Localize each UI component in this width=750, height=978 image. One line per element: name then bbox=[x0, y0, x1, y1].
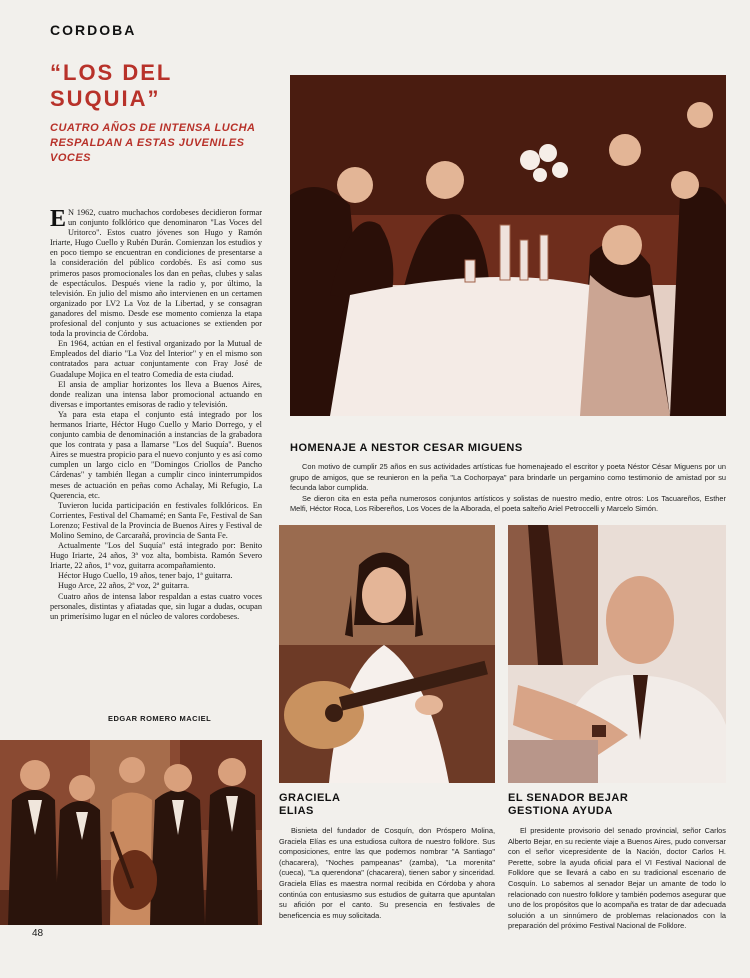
article-headline: “LOS DEL SUQUIA” bbox=[50, 60, 172, 111]
homenaje-paragraph: Se dieron cita en esta peña numerosos conjuntos artísticos y solistas de nuestro medio, entre otros: Los Tacuareños, Esther Melfi, Héctor Roca, Los Ribereños, Los Voces de la Alborada, el poeta salteño Ariel Petroccelli y Marcelo Simón. bbox=[290, 493, 726, 514]
section-label: CORDOBA bbox=[50, 22, 137, 38]
graciela-paragraph: Bisnieta del fundador de Cosquín, don Próspero Molina, Graciela Elías es una estudiosa cultora de nuestro folklore. Sus composiciones, entre las que podemos nombrar "A Santiago" (chacarera), "Noches pampeanas" (zamba), "La morenita" (cueca), "La querendona" (chacarera), tienen sabor y sinceridad. Graciela Elías es maestra normal recibida en Córdoba y ahora continúa con entusiasmo sus estudios de guitarra que apuntalan su afición por el canto. Su presencia en festivales de beneficencia es muy solicitada. bbox=[279, 826, 495, 920]
senador-title bbox=[508, 792, 628, 818]
page-number: 48 bbox=[32, 928, 44, 939]
senador-title-line: GESTIONA AYUDA bbox=[508, 805, 613, 817]
article-paragraph: Hugo Arce, 22 años, 2ª voz, 2ª guitarra. bbox=[58, 581, 190, 591]
article-paragraph: Héctor Hugo Cuello, 19 años, tener bajo, 1ª guitarra. bbox=[58, 571, 233, 581]
article-paragraph: Cuatro años de intensa labor respaldan a estas cuatro voces personales, distintas y afiatadas que, sin lugar a dudas, ocupan un primerísimo lugar en el núcleo de valores cordobeses. bbox=[50, 591, 262, 621]
article-paragraph: El ansia de ampliar horizontes los lleva a Buenos Aires, donde realizan una intensa labor promocional actuando en diversas e importantes emisoras de radio y televisión. bbox=[50, 379, 262, 409]
article-paragraph: E N 1962, cuatro muchachos cordobeses decidieron formar un conjunto folklórico que denominaron "Las Voces del Uritorco". Estos cuatro jóvenes son Hugo y Ramón Iriarte, Hugo Cuello y Rubén Durán. Comienzan los estudios y en poco tiempo se encuentran en condiciones de presentarse a la consideración del público cordobés. Es así como sus primeros pasos promocionales los dan en peñas, clubes y salas de espectáculos. Después viene la radio y, por último, la televisión. En julio del mismo año intervienen en un certamen organizado por LV2 La Voz de la Libertad, y se consagran ganadores del mismo. Desde ese momento comienza la etapa profesional del conjunto y sus actuaciones se extienden por toda la provincia de Córdoba. bbox=[50, 206, 262, 339]
article-paragraph: Tuvieron lucida participación en festivales folklóricos. En Corrientes, Festival del Chamamé; en Santa Fe, Festival de San Lorenzo; Festival de la Provincia de Buenos Aires y Festival de Molino Semino, de Carcarañá, provincia de Santa Fe. bbox=[50, 500, 262, 540]
graciela-title-line: ELIAS bbox=[279, 805, 314, 817]
homenaje-title: HOMENAJE A NESTOR CESAR MIGUENS bbox=[290, 442, 523, 454]
article-body bbox=[50, 208, 262, 622]
graciela-title bbox=[279, 792, 340, 818]
article-author: EDGAR ROMERO MACIEL bbox=[108, 714, 212, 723]
homenaje-text bbox=[290, 462, 726, 515]
article-paragraph: Actualmente "Los del Suquía" está integrado por: Benito Hugo Iriarte, 24 años, 3ª voz alta, bombista. Ramón Severo Iriarte, 22 años, 1ª voz, guitarra acompañamiento. bbox=[50, 541, 262, 571]
article-subheadline: CUATRO AÑOS DE INTENSA LUCHA RESPALDAN A ESTAS JUVENILES VOCES bbox=[50, 122, 256, 164]
senador-text bbox=[508, 826, 726, 932]
graciela-photo bbox=[279, 525, 495, 783]
homenaje-paragraph: Con motivo de cumplir 25 años en sus actividades artísticas fue homenajeado el escritor y poeta Néstor César Miguens por un grupo de amigos, que se reunieron en la peña "La Cochorpaya" para brindarle un pergamino como testimonio de amistad por su fecunda labor cumplida. bbox=[290, 462, 726, 493]
band-photo bbox=[0, 740, 262, 925]
banquet-photo bbox=[290, 75, 726, 416]
drop-cap: E bbox=[50, 206, 67, 232]
senador-title-line: EL SENADOR BEJAR bbox=[508, 792, 629, 804]
graciela-text bbox=[279, 826, 495, 921]
bejar-photo bbox=[508, 525, 726, 783]
senador-paragraph: El presidente provisorio del senado provincial, señor Carlos Alberto Bejar, en su reciente viaje a Buenos Aires, pudo conversar con el señor vicepresidente de la Nación, doctor Carlos H. Perette, sobre la ayuda oficial para el VI Festival Nacional de Folklore que se llevará a cabo en su tradicional escenario de Cosquín. Lo sabemos al senador Bejar un amante de todo lo relacionado con nuestro folklore y también podemos asegurar que uno de los propósitos que lo acompaña es tratar de dar adecuada solución a un sinnúmero de problemas relacionados con la preparación del próximo Festival Nacional de Folklore. bbox=[508, 826, 726, 931]
graciela-title-line: GRACIELA bbox=[279, 792, 341, 804]
article-paragraph: Ya para esta etapa el conjunto está integrado por los hermanos Iriarte, Héctor Hugo Cuello y Mario Dorrego, y el conjunto cambia de denominación a instancias de la grabadora que los contrata y pasa a llamarse "Los del Suquía". Buenos Aires se muestra propicio para el nuevo conjunto y es así como cumplen un largo ciclo en "Domingos Criollos de Pancho Cárdenas" y también llegan a cumplir cinco ininterrumpidos meses de actuación en peñas como Achalay, Mi Refugio, La Querencia, etc. bbox=[50, 409, 262, 500]
article-paragraph: En 1964, actúan en el festival organizado por la Mutual de Empleados del diario "La Voz del Interior" y en el mismo son contratados para actuar conjuntamente con Fray José de Guadalupe Mojica en el teatro Comedia de esta ciudad. bbox=[50, 339, 262, 379]
